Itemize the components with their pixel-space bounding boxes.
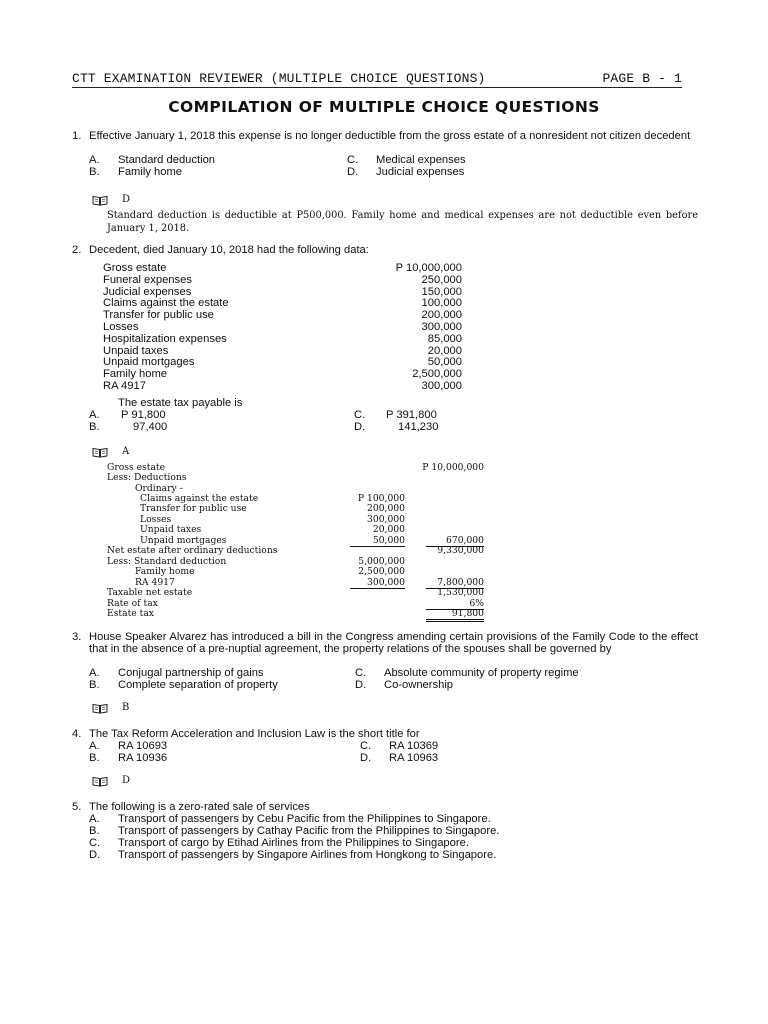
- choice-text: P 391,800: [386, 409, 437, 421]
- choice-letter: A.: [89, 409, 100, 421]
- data-row: Family home 2,500,000: [103, 368, 462, 381]
- choice-text: Medical expenses: [376, 154, 466, 166]
- open-book-icon: [92, 703, 108, 714]
- solution-label: Estate tax: [107, 608, 154, 619]
- choice-letter: C.: [360, 740, 372, 752]
- question-text: Effective January 1, 2018 this expense is no longer deductible from the gross estate of a nonresident not citizen decedent: [89, 130, 691, 142]
- solution-value: 2,500,000: [358, 566, 405, 577]
- data-row: Transfer for public use 200,000: [103, 309, 462, 322]
- solution-label: Ordinary -: [135, 483, 183, 494]
- choice-text: Transport of passengers by Cebu Pacific from the Philippines to Singapore.: [118, 813, 491, 825]
- header-title: CTT EXAMINATION REVIEWER (MULTIPLE CHOICE QUESTIONS): [72, 71, 486, 86]
- header-rule: [72, 87, 682, 88]
- given-data-list: [103, 263, 462, 393]
- answer-letter: D: [122, 194, 131, 205]
- choice-letter: B.: [89, 166, 100, 178]
- data-row: Claims against the estate 100,000: [103, 297, 462, 310]
- choice-letter: D.: [89, 849, 101, 861]
- open-book-icon: [92, 447, 108, 458]
- choice-letter: A.: [89, 154, 100, 166]
- question-prompt: The estate tax payable is: [118, 397, 243, 409]
- answer-letter: B: [122, 702, 130, 713]
- solution-value: 200,000: [367, 503, 405, 514]
- solution-value: 300,000: [367, 514, 405, 525]
- answer-letter: A: [122, 446, 130, 457]
- choice-text: RA 10936: [118, 752, 168, 764]
- choice-text: 97,400: [133, 421, 168, 433]
- solution-label: Losses: [140, 514, 172, 525]
- page-header: [72, 72, 682, 88]
- data-row: Hospitalization expenses 85,000: [103, 332, 462, 345]
- choice-text: Transport of passengers by Singapore Airlines from Hongkong to Singapore.: [118, 849, 497, 861]
- choice-letter: B.: [89, 752, 100, 764]
- question-number: 2.: [72, 244, 82, 256]
- data-row: Funeral expenses 250,000: [103, 273, 462, 286]
- solution-value: 5,000,000: [358, 556, 405, 567]
- choice-text: RA 10963: [389, 752, 439, 764]
- choice-letter: D.: [347, 166, 359, 178]
- question-number: 1.: [72, 130, 82, 142]
- question-text: The Tax Reform Acceleration and Inclusion Law is the short title for: [89, 728, 420, 740]
- choice-letter: B.: [89, 825, 100, 837]
- choice-text: Family home: [118, 166, 183, 178]
- data-row: Losses 300,000: [103, 320, 462, 333]
- choice-text: Standard deduction: [118, 154, 216, 166]
- choice-letter: D.: [360, 752, 372, 764]
- data-row: Gross estate P 10,000,000: [103, 262, 462, 274]
- solution-label: Claims against the estate: [140, 493, 259, 504]
- question-number: 4.: [72, 728, 82, 740]
- solution-label: Less: Deductions: [107, 472, 187, 483]
- choice-text: Conjugal partnership of gains: [118, 667, 264, 679]
- choice-text: P 91,800: [121, 409, 166, 421]
- solution-label: Less: Standard deduction: [107, 556, 227, 567]
- page-number: PAGE B - 1: [602, 71, 682, 86]
- choice-letter: C.: [355, 667, 367, 679]
- choice-text: 141,230: [398, 421, 439, 433]
- solution-label: Unpaid taxes: [140, 524, 202, 535]
- question-text: House Speaker Alvarez has introduced a bill in the Congress amending certain provisions of the Family Code to the effect that in the absence of a pre-nuptial agreement, the property relations of the spouses shall be governed by: [89, 631, 698, 655]
- open-book-icon: [92, 195, 108, 206]
- solution-value: 670,000: [426, 536, 484, 547]
- data-row: RA 4917 300,000: [103, 379, 462, 392]
- data-row: Unpaid mortgages 50,000: [103, 356, 462, 369]
- answer-letter: D: [122, 775, 131, 786]
- solution-value: 91,800: [426, 609, 484, 622]
- choice-letter: A.: [89, 813, 100, 825]
- solution-label: Net estate after ordinary deductions: [107, 545, 278, 556]
- solution-label: Unpaid mortgages: [140, 535, 227, 546]
- question-number: 5.: [72, 801, 82, 813]
- solution-label: Rate of tax: [107, 598, 158, 609]
- choice-letter: C.: [347, 154, 359, 166]
- choice-letter: D.: [354, 421, 366, 433]
- solution-value: P 100,000: [357, 493, 405, 504]
- choice-text: Absolute community of property regime: [384, 667, 579, 679]
- choice-text: Transport of cargo by Etihad Airlines from the Philippines to Singapore.: [118, 837, 469, 849]
- choice-text: RA 10369: [389, 740, 439, 752]
- solution-value: 9,330,000: [437, 545, 484, 556]
- solution-value: 6%: [426, 599, 484, 610]
- choice-text: RA 10693: [118, 740, 168, 752]
- choice-letter: C.: [354, 409, 366, 421]
- solution-label: Gross estate: [107, 462, 166, 473]
- document-title: COMPILATION OF MULTIPLE CHOICE QUESTIONS: [168, 98, 600, 116]
- solution-label: Transfer for public use: [140, 503, 247, 514]
- solution-value: 1,530,000: [437, 587, 484, 598]
- choice-letter: B.: [89, 421, 100, 433]
- question-number: 3.: [72, 631, 82, 643]
- choice-text: Complete separation of property: [118, 679, 278, 691]
- solution-label: RA 4917: [135, 577, 175, 588]
- solution-label: Taxable net estate: [107, 587, 193, 598]
- answer-explanation: Standard deduction is deductible at P500,000. Family home and medical expenses are not deductible even before January 1, 2018.: [107, 210, 698, 234]
- question-text: The following is a zero-rated sale of services: [89, 801, 310, 813]
- choice-letter: B.: [89, 679, 100, 691]
- data-row: Judicial expenses 150,000: [103, 285, 462, 298]
- solution-value: 7,800,000: [426, 578, 484, 589]
- solution-value: 20,000: [372, 524, 405, 535]
- choice-letter: A.: [89, 740, 100, 752]
- choice-text: Co-ownership: [384, 679, 454, 691]
- data-row: Unpaid taxes 20,000: [103, 344, 462, 357]
- choice-text: Transport of passengers by Cathay Pacific from the Philippines to Singapore.: [118, 825, 500, 837]
- open-book-icon: [92, 776, 108, 787]
- solution-value: 50,000: [350, 536, 405, 547]
- solution-value: 300,000: [350, 578, 405, 589]
- choice-text: Judicial expenses: [376, 166, 465, 178]
- choice-letter: C.: [89, 837, 101, 849]
- choice-letter: D.: [355, 679, 367, 691]
- choice-letter: A.: [89, 667, 100, 679]
- solution-label: Family home: [135, 566, 195, 577]
- question-text: Decedent, died January 10, 2018 had the following data:: [89, 244, 369, 256]
- solution-value: P 10,000,000: [422, 462, 484, 473]
